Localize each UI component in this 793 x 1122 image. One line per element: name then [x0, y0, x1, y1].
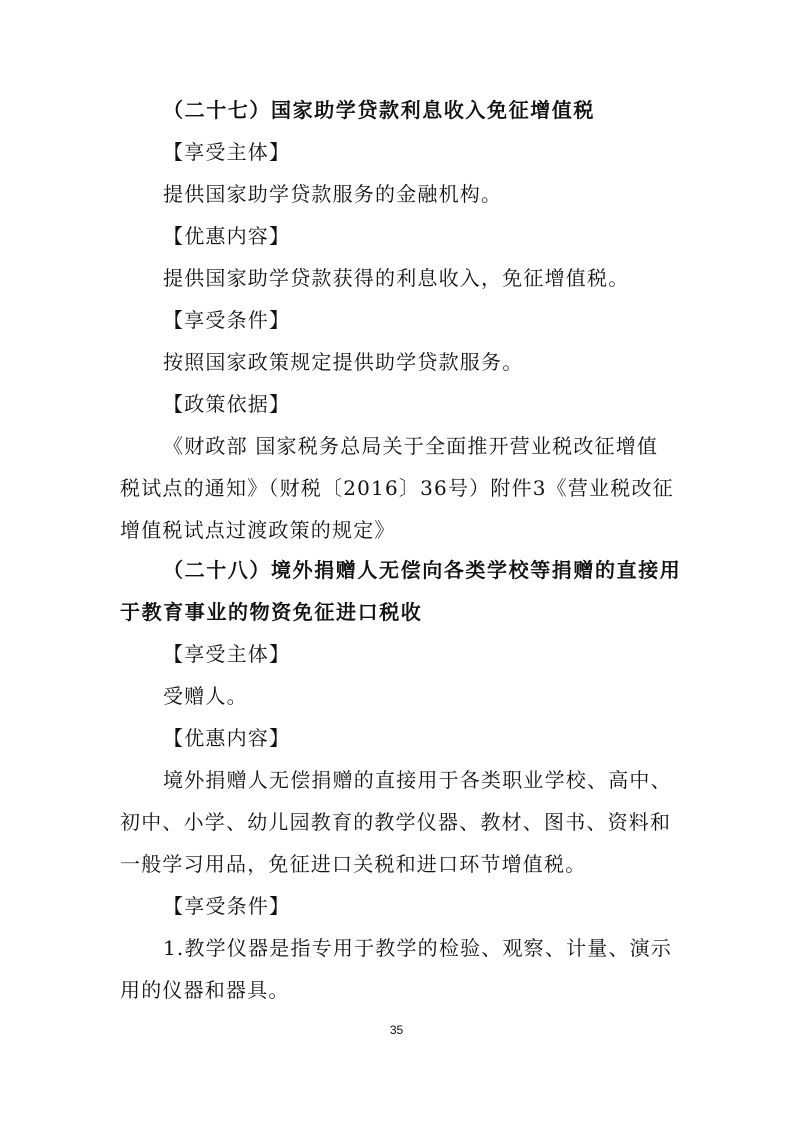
section-27-conditions-label: 【享受条件】: [163, 308, 291, 332]
section-28-content-line-2: 初中、小学、幼儿园教育的教学仪器、教材、图书、资料和: [120, 810, 672, 834]
section-27-basis-label: 【政策依据】: [163, 392, 291, 416]
section-27-heading: （二十七）国家助学贷款利息收入免征增值税: [163, 98, 595, 122]
section-28-conditions-line-1: 1.教学仪器是指专用于教学的检验、观察、计量、演示: [163, 936, 673, 960]
section-28-heading-line-2: 于教育事业的物资免征进口税收: [120, 600, 423, 624]
section-27-content-text: 提供国家助学贷款获得的利息收入，免征增值税。: [163, 266, 630, 290]
section-27-basis-line-2: 税试点的通知》（财税〔2016〕36号）附件3《营业税改征: [120, 476, 674, 500]
page-number: 35: [389, 1023, 404, 1037]
section-28-content-label: 【优惠内容】: [163, 726, 291, 750]
section-27-basis-line-3: 增值税试点过渡政策的规定》: [120, 518, 396, 542]
section-28-content-line-1: 境外捐赠人无偿捐赠的直接用于各类职业学校、高中、: [163, 768, 672, 792]
section-27-conditions-text: 按照国家政策规定提供助学贷款服务。: [163, 350, 524, 374]
section-27-basis-line-1: 《财政部 国家税务总局关于全面推开营业税改征增值: [163, 434, 659, 458]
section-28-subject-label: 【享受主体】: [163, 642, 291, 666]
section-28-content-line-3: 一般学习用品，免征进口关税和进口环节增值税。: [120, 852, 587, 876]
section-27-subject-text: 提供国家助学贷款服务的金融机构。: [163, 182, 503, 206]
section-27-subject-label: 【享受主体】: [163, 140, 291, 164]
section-28-conditions-label: 【享受条件】: [163, 894, 291, 918]
section-28-subject-text: 受赠人。: [163, 684, 248, 708]
section-28-conditions-line-2: 用的仪器和器具。: [120, 978, 290, 1002]
section-28-heading-line-1: （二十八）境外捐赠人无偿向各类学校等捐赠的直接用: [163, 558, 682, 582]
section-27-content-label: 【优惠内容】: [163, 224, 291, 248]
